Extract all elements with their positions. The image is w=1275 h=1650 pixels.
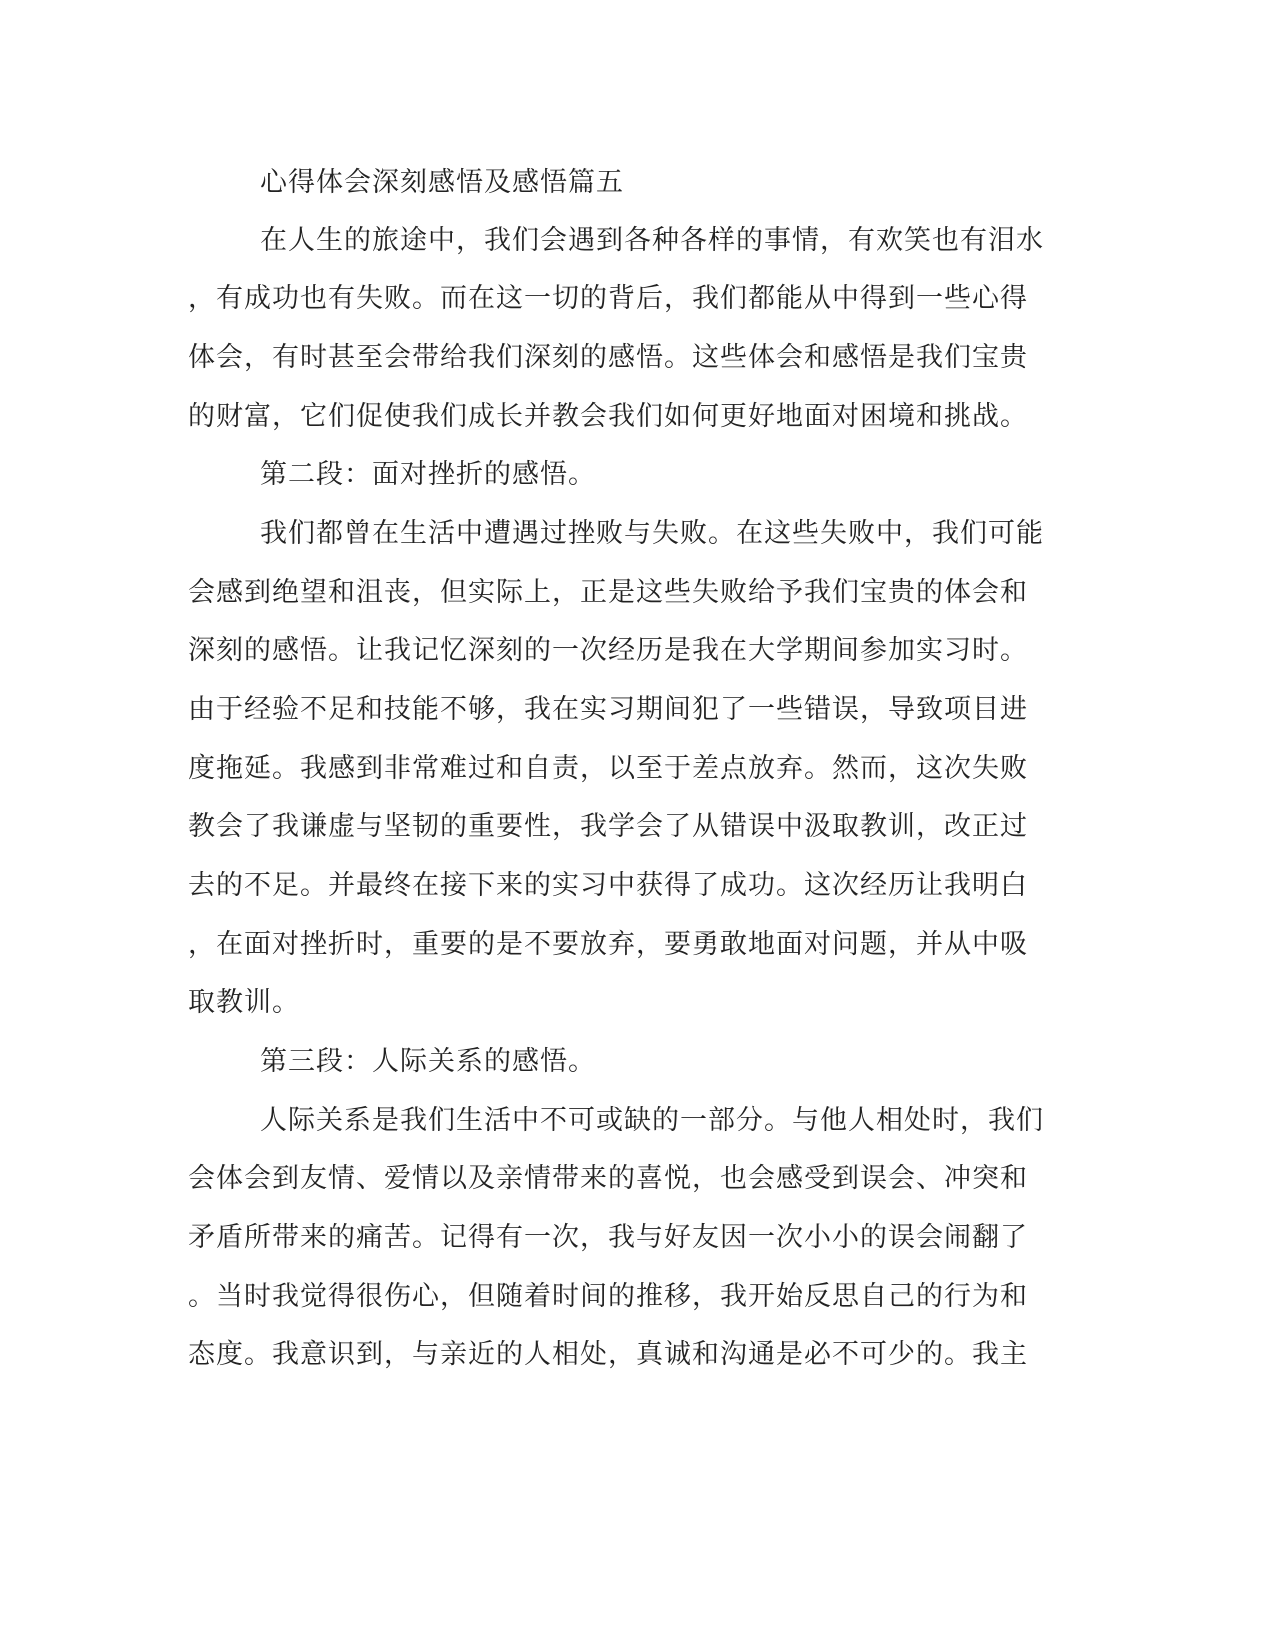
paragraph-1-line-1: 在人生的旅途中，我们会遇到各种各样的事情，有欢笑也有泪水 bbox=[260, 225, 1044, 256]
paragraph-2-line-5: 度拖延。我感到非常难过和自责，以至于差点放弃。然而，这次失败 bbox=[188, 753, 1028, 784]
paragraph-3-line-5: 态度。我意识到，与亲近的人相处，真诚和沟通是必不可少的。我主 bbox=[188, 1339, 1028, 1370]
section-3-heading: 第三段：人际关系的感悟。 bbox=[260, 1046, 596, 1077]
paragraph-2-line-1: 我们都曾在生活中遭遇过挫败与失败。在这些失败中，我们可能 bbox=[260, 518, 1044, 549]
paragraph-3-line-4: 。当时我觉得很伤心，但随着时间的推移，我开始反思自己的行为和 bbox=[188, 1281, 1028, 1312]
paragraph-2-line-6: 教会了我谦虚与坚韧的重要性，我学会了从错误中汲取教训，改正过 bbox=[188, 811, 1028, 842]
document-title: 心得体会深刻感悟及感悟篇五 bbox=[260, 167, 624, 198]
paragraph-2-line-3: 深刻的感悟。让我记忆深刻的一次经历是我在大学期间参加实习时。 bbox=[188, 635, 1028, 666]
paragraph-1-line-4: 的财富，它们促使我们成长并教会我们如何更好地面对困境和挑战。 bbox=[188, 401, 1028, 432]
paragraph-1-line-2: ，有成功也有失败。而在这一切的背后，我们都能从中得到一些心得 bbox=[188, 283, 1028, 314]
paragraph-2-line-7: 去的不足。并最终在接下来的实习中获得了成功。这次经历让我明白 bbox=[188, 870, 1028, 901]
paragraph-2-line-4: 由于经验不足和技能不够，我在实习期间犯了一些错误，导致项目进 bbox=[188, 694, 1028, 725]
paragraph-2-line-9: 取教训。 bbox=[188, 987, 300, 1018]
paragraph-2-line-8: ，在面对挫折时，重要的是不要放弃，要勇敢地面对问题，并从中吸 bbox=[188, 929, 1028, 960]
paragraph-3-line-3: 矛盾所带来的痛苦。记得有一次，我与好友因一次小小的误会闹翻了 bbox=[188, 1222, 1028, 1253]
paragraph-3-line-2: 会体会到友情、爱情以及亲情带来的喜悦，也会感受到误会、冲突和 bbox=[188, 1163, 1028, 1194]
paragraph-3-line-1: 人际关系是我们生活中不可或缺的一部分。与他人相处时，我们 bbox=[260, 1105, 1044, 1136]
section-2-heading: 第二段：面对挫折的感悟。 bbox=[260, 459, 596, 490]
paragraph-2-line-2: 会感到绝望和沮丧，但实际上，正是这些失败给予我们宝贵的体会和 bbox=[188, 577, 1028, 608]
paragraph-1-line-3: 体会，有时甚至会带给我们深刻的感悟。这些体会和感悟是我们宝贵 bbox=[188, 342, 1028, 373]
